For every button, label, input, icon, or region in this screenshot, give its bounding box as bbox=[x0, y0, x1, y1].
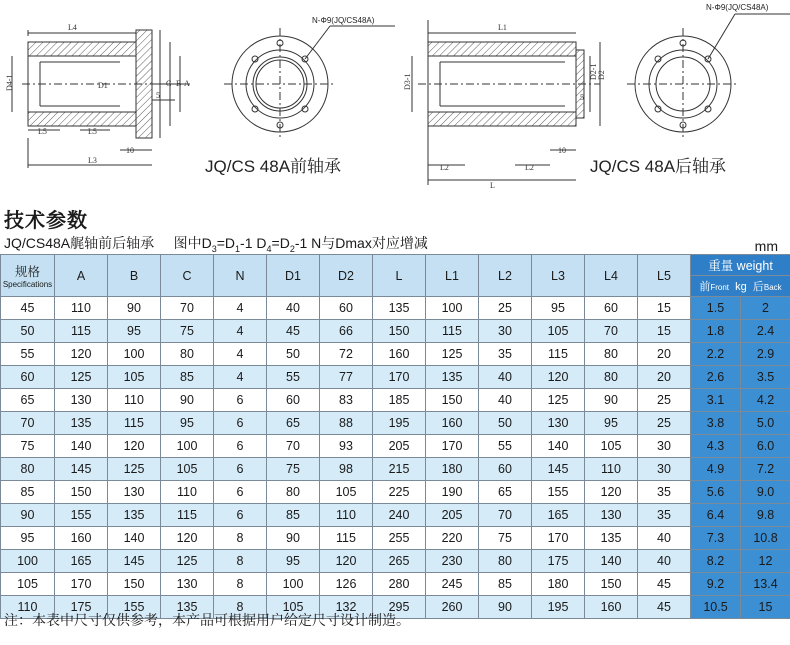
cell-a: 110 bbox=[55, 297, 108, 320]
cell-weight-back: 3.5 bbox=[741, 366, 790, 389]
cell-l2: 40 bbox=[479, 389, 532, 412]
cell-b: 145 bbox=[108, 550, 161, 573]
cell-weight-back: 7.2 bbox=[741, 458, 790, 481]
cell-l5: 45 bbox=[638, 573, 691, 596]
cell-d1: 105 bbox=[267, 596, 320, 619]
cell-b: 115 bbox=[108, 412, 161, 435]
cell-l4: 105 bbox=[585, 435, 638, 458]
cell-l5: 30 bbox=[638, 458, 691, 481]
cell-weight-front: 3.8 bbox=[691, 412, 741, 435]
cell-spec: 105 bbox=[1, 573, 55, 596]
cell-n: 6 bbox=[214, 389, 267, 412]
dim-d2-1: D2-1 bbox=[589, 63, 598, 80]
dim-l5b: L5 bbox=[88, 127, 97, 136]
cell-spec: 95 bbox=[1, 527, 55, 550]
cell-b: 125 bbox=[108, 458, 161, 481]
cell-weight-back: 5.0 bbox=[741, 412, 790, 435]
cell-l1: 180 bbox=[426, 458, 479, 481]
cell-weight-front: 6.4 bbox=[691, 504, 741, 527]
cell-b: 120 bbox=[108, 435, 161, 458]
header-spec bbox=[1, 255, 55, 297]
table-row bbox=[1, 481, 790, 504]
cell-spec: 80 bbox=[1, 458, 55, 481]
header-front-sub: Front bbox=[710, 283, 729, 292]
cell-d2: 83 bbox=[320, 389, 373, 412]
header-d2: D2 bbox=[320, 255, 373, 297]
cell-spec: 75 bbox=[1, 435, 55, 458]
cell-b: 150 bbox=[108, 573, 161, 596]
dim-5-rear: 5 bbox=[580, 93, 584, 102]
cell-l: 135 bbox=[373, 297, 426, 320]
cell-l5: 25 bbox=[638, 412, 691, 435]
cell-a: 140 bbox=[55, 435, 108, 458]
cell-d2: 66 bbox=[320, 320, 373, 343]
cell-weight-front: 8.2 bbox=[691, 550, 741, 573]
rear-bearing-section bbox=[412, 20, 600, 185]
rear-bearing-caption: JQ/CS 48A后轴承 bbox=[590, 157, 727, 176]
cell-l5: 30 bbox=[638, 435, 691, 458]
cell-a: 130 bbox=[55, 389, 108, 412]
header-b: B bbox=[108, 255, 161, 297]
cell-l1: 160 bbox=[426, 412, 479, 435]
cell-b: 90 bbox=[108, 297, 161, 320]
cell-l3: 130 bbox=[532, 412, 585, 435]
cell-weight-front: 2.6 bbox=[691, 366, 741, 389]
cell-l2: 90 bbox=[479, 596, 532, 619]
cell-l1: 100 bbox=[426, 297, 479, 320]
cell-n: 4 bbox=[214, 297, 267, 320]
cell-d1: 45 bbox=[267, 320, 320, 343]
cell-l2: 80 bbox=[479, 550, 532, 573]
subtitle-part5: =D bbox=[271, 235, 290, 251]
cell-l5: 35 bbox=[638, 504, 691, 527]
cell-l4: 95 bbox=[585, 412, 638, 435]
cell-l1: 260 bbox=[426, 596, 479, 619]
cell-weight-back: 2.4 bbox=[741, 320, 790, 343]
cell-c: 130 bbox=[161, 573, 214, 596]
cell-weight-front: 3.1 bbox=[691, 389, 741, 412]
header-l2: L2 bbox=[479, 255, 532, 297]
cell-c: 80 bbox=[161, 343, 214, 366]
cell-spec: 45 bbox=[1, 297, 55, 320]
cell-c: 105 bbox=[161, 458, 214, 481]
header-spec-label: 规格 bbox=[14, 265, 40, 279]
dim-10: 10 bbox=[126, 146, 134, 155]
cell-l3: 165 bbox=[532, 504, 585, 527]
cell-d2: 115 bbox=[320, 527, 373, 550]
cell-c: 120 bbox=[161, 527, 214, 550]
cell-l5: 15 bbox=[638, 320, 691, 343]
cell-c: 125 bbox=[161, 550, 214, 573]
cell-b: 140 bbox=[108, 527, 161, 550]
cell-weight-back: 12 bbox=[741, 550, 790, 573]
cell-a: 125 bbox=[55, 366, 108, 389]
cell-l1: 170 bbox=[426, 435, 479, 458]
cell-d2: 105 bbox=[320, 481, 373, 504]
cell-d2: 88 bbox=[320, 412, 373, 435]
cell-l: 265 bbox=[373, 550, 426, 573]
cell-n: 6 bbox=[214, 435, 267, 458]
cell-c: 75 bbox=[161, 320, 214, 343]
cell-d1: 40 bbox=[267, 297, 320, 320]
cell-l4: 120 bbox=[585, 481, 638, 504]
cell-spec: 50 bbox=[1, 320, 55, 343]
cell-weight-front: 5.6 bbox=[691, 481, 741, 504]
cell-l3: 180 bbox=[532, 573, 585, 596]
dim-l5a: L5 bbox=[38, 127, 47, 136]
cell-l: 225 bbox=[373, 481, 426, 504]
cell-l1: 115 bbox=[426, 320, 479, 343]
table-row bbox=[1, 389, 790, 412]
cell-d1: 60 bbox=[267, 389, 320, 412]
cell-n: 6 bbox=[214, 504, 267, 527]
table-row bbox=[1, 550, 790, 573]
cell-n: 4 bbox=[214, 320, 267, 343]
cell-weight-back: 9.0 bbox=[741, 481, 790, 504]
table-row bbox=[1, 435, 790, 458]
dim-l3: L3 bbox=[88, 156, 97, 165]
cell-b: 135 bbox=[108, 504, 161, 527]
cell-l2: 50 bbox=[479, 412, 532, 435]
cell-weight-front: 9.2 bbox=[691, 573, 741, 596]
cell-weight-back: 6.0 bbox=[741, 435, 790, 458]
cell-b: 95 bbox=[108, 320, 161, 343]
cell-d1: 50 bbox=[267, 343, 320, 366]
cell-weight-back: 4.2 bbox=[741, 389, 790, 412]
header-a: A bbox=[55, 255, 108, 297]
header-kg: kg bbox=[735, 281, 747, 293]
cell-a: 165 bbox=[55, 550, 108, 573]
table-row bbox=[1, 573, 790, 596]
table-row bbox=[1, 504, 790, 527]
cell-a: 135 bbox=[55, 412, 108, 435]
cell-c: 90 bbox=[161, 389, 214, 412]
cell-weight-front: 4.9 bbox=[691, 458, 741, 481]
cell-l: 205 bbox=[373, 435, 426, 458]
cell-a: 160 bbox=[55, 527, 108, 550]
header-l3: L3 bbox=[532, 255, 585, 297]
cell-spec: 85 bbox=[1, 481, 55, 504]
cell-l2: 55 bbox=[479, 435, 532, 458]
cell-c: 85 bbox=[161, 366, 214, 389]
cell-l4: 130 bbox=[585, 504, 638, 527]
cell-l: 170 bbox=[373, 366, 426, 389]
cell-d1: 65 bbox=[267, 412, 320, 435]
table-row bbox=[1, 297, 790, 320]
dim-l2a: L2 bbox=[440, 163, 449, 172]
subtitle-part1: JQ/CS48A艉轴前后轴承 bbox=[4, 235, 155, 251]
header-l5: L5 bbox=[638, 255, 691, 297]
cell-l4: 150 bbox=[585, 573, 638, 596]
cell-l: 160 bbox=[373, 343, 426, 366]
subtitle-sub1: 3 bbox=[211, 243, 217, 254]
cell-a: 120 bbox=[55, 343, 108, 366]
front-flange-view bbox=[224, 26, 395, 140]
cell-c: 115 bbox=[161, 504, 214, 527]
cell-n: 4 bbox=[214, 366, 267, 389]
cell-c: 110 bbox=[161, 481, 214, 504]
header-l: L bbox=[373, 255, 426, 297]
cell-n: 8 bbox=[214, 573, 267, 596]
front-bearing-caption: JQ/CS 48A前轴承 bbox=[205, 157, 342, 176]
header-weight-sub bbox=[691, 276, 790, 297]
header-spec-sub: Specifications bbox=[2, 280, 53, 289]
cell-d1: 100 bbox=[267, 573, 320, 596]
dim-l2b: L2 bbox=[525, 163, 534, 172]
cell-c: 135 bbox=[161, 596, 214, 619]
cell-weight-front: 1.5 bbox=[691, 297, 741, 320]
cell-weight-front: 4.3 bbox=[691, 435, 741, 458]
cell-spec: 100 bbox=[1, 550, 55, 573]
footnote: 注：本表中尺寸仅供参考，本产品可根据用户给定尺寸设计制造。 bbox=[4, 612, 410, 628]
cell-l3: 155 bbox=[532, 481, 585, 504]
table-row bbox=[1, 458, 790, 481]
cell-spec: 90 bbox=[1, 504, 55, 527]
cell-b: 155 bbox=[108, 596, 161, 619]
spec-table bbox=[0, 254, 790, 619]
cell-l2: 85 bbox=[479, 573, 532, 596]
cell-l2: 75 bbox=[479, 527, 532, 550]
cell-a: 155 bbox=[55, 504, 108, 527]
cell-c: 95 bbox=[161, 412, 214, 435]
cell-d1: 70 bbox=[267, 435, 320, 458]
cell-l3: 120 bbox=[532, 366, 585, 389]
cell-l: 195 bbox=[373, 412, 426, 435]
cell-d2: 93 bbox=[320, 435, 373, 458]
cell-a: 170 bbox=[55, 573, 108, 596]
dim-d3: D3-1 bbox=[403, 73, 412, 90]
cell-l: 215 bbox=[373, 458, 426, 481]
rear-hole-note: N-Φ9(JQ/CS48A) bbox=[706, 3, 769, 12]
dim-d4: D4-1 bbox=[5, 74, 14, 91]
cell-l4: 80 bbox=[585, 366, 638, 389]
cell-l2: 70 bbox=[479, 504, 532, 527]
cell-l: 185 bbox=[373, 389, 426, 412]
header-l1: L1 bbox=[426, 255, 479, 297]
cell-d2: 72 bbox=[320, 343, 373, 366]
cell-l4: 70 bbox=[585, 320, 638, 343]
dim-l: L bbox=[490, 181, 495, 190]
cell-weight-back: 2.9 bbox=[741, 343, 790, 366]
cell-n: 8 bbox=[214, 527, 267, 550]
cell-d2: 120 bbox=[320, 550, 373, 573]
cell-n: 8 bbox=[214, 550, 267, 573]
cell-l: 150 bbox=[373, 320, 426, 343]
cell-b: 130 bbox=[108, 481, 161, 504]
cell-l: 255 bbox=[373, 527, 426, 550]
cell-l5: 40 bbox=[638, 527, 691, 550]
cell-spec: 65 bbox=[1, 389, 55, 412]
cell-a: 145 bbox=[55, 458, 108, 481]
cell-spec: 55 bbox=[1, 343, 55, 366]
rear-flange-view bbox=[627, 14, 790, 140]
header-back: 后 bbox=[752, 281, 764, 293]
cell-d1: 95 bbox=[267, 550, 320, 573]
cell-d1: 90 bbox=[267, 527, 320, 550]
cell-l1: 125 bbox=[426, 343, 479, 366]
cell-l5: 15 bbox=[638, 297, 691, 320]
cell-weight-front: 1.8 bbox=[691, 320, 741, 343]
cell-spec: 110 bbox=[1, 596, 55, 619]
cell-l3: 125 bbox=[532, 389, 585, 412]
dim-l1: L1 bbox=[498, 23, 507, 32]
cell-l3: 170 bbox=[532, 527, 585, 550]
cell-weight-front: 2.2 bbox=[691, 343, 741, 366]
cell-l3: 140 bbox=[532, 435, 585, 458]
header-weight: 重量 weight bbox=[691, 255, 790, 276]
header-d1: D1 bbox=[267, 255, 320, 297]
table-row bbox=[1, 320, 790, 343]
cell-weight-back: 15 bbox=[741, 596, 790, 619]
subtitle bbox=[4, 233, 428, 254]
dim-l4: L4 bbox=[68, 23, 77, 32]
table-row bbox=[1, 527, 790, 550]
cell-l4: 160 bbox=[585, 596, 638, 619]
cell-l2: 25 bbox=[479, 297, 532, 320]
cell-c: 100 bbox=[161, 435, 214, 458]
cell-l2: 40 bbox=[479, 366, 532, 389]
cell-d1: 55 bbox=[267, 366, 320, 389]
cell-l4: 135 bbox=[585, 527, 638, 550]
cell-d1: 75 bbox=[267, 458, 320, 481]
cell-n: 6 bbox=[214, 412, 267, 435]
dim-d1: D1 bbox=[98, 81, 108, 90]
section-title: 技术参数 bbox=[4, 210, 88, 232]
cell-n: 6 bbox=[214, 458, 267, 481]
cell-l5: 20 bbox=[638, 343, 691, 366]
cell-weight-back: 2 bbox=[741, 297, 790, 320]
cell-l1: 230 bbox=[426, 550, 479, 573]
unit-label: mm bbox=[754, 238, 778, 254]
cell-d1: 80 bbox=[267, 481, 320, 504]
cell-l4: 110 bbox=[585, 458, 638, 481]
cell-l1: 135 bbox=[426, 366, 479, 389]
cell-l3: 95 bbox=[532, 297, 585, 320]
cell-l4: 80 bbox=[585, 343, 638, 366]
cell-n: 6 bbox=[214, 481, 267, 504]
cell-b: 100 bbox=[108, 343, 161, 366]
header-l4: L4 bbox=[585, 255, 638, 297]
dim-a: A bbox=[184, 79, 190, 88]
subtitle-sub4: 2 bbox=[289, 243, 295, 254]
cell-d2: 77 bbox=[320, 366, 373, 389]
cell-a: 175 bbox=[55, 596, 108, 619]
cell-a: 115 bbox=[55, 320, 108, 343]
dim-c: C bbox=[166, 79, 172, 88]
cell-l4: 90 bbox=[585, 389, 638, 412]
cell-d2: 110 bbox=[320, 504, 373, 527]
cell-l1: 245 bbox=[426, 573, 479, 596]
cell-l: 295 bbox=[373, 596, 426, 619]
cell-l5: 35 bbox=[638, 481, 691, 504]
cell-l3: 195 bbox=[532, 596, 585, 619]
dim-b: B bbox=[176, 79, 182, 88]
cell-l3: 145 bbox=[532, 458, 585, 481]
subtitle-part2: 图中D bbox=[173, 235, 212, 251]
cell-d2: 126 bbox=[320, 573, 373, 596]
subtitle-part6: -1 N与Dmax对应增减 bbox=[294, 235, 428, 251]
dim-d2: D2 bbox=[597, 70, 606, 80]
cell-weight-back: 13.4 bbox=[741, 573, 790, 596]
cell-l3: 115 bbox=[532, 343, 585, 366]
cell-n: 8 bbox=[214, 596, 267, 619]
cell-spec: 60 bbox=[1, 366, 55, 389]
cell-a: 150 bbox=[55, 481, 108, 504]
cell-l5: 40 bbox=[638, 550, 691, 573]
cell-l5: 20 bbox=[638, 366, 691, 389]
cell-l3: 105 bbox=[532, 320, 585, 343]
cell-l2: 65 bbox=[479, 481, 532, 504]
cell-l4: 60 bbox=[585, 297, 638, 320]
cell-l4: 140 bbox=[585, 550, 638, 573]
cell-n: 4 bbox=[214, 343, 267, 366]
cell-l: 280 bbox=[373, 573, 426, 596]
cell-l1: 190 bbox=[426, 481, 479, 504]
cell-b: 110 bbox=[108, 389, 161, 412]
dim-5: 5 bbox=[156, 91, 160, 100]
cell-l2: 60 bbox=[479, 458, 532, 481]
cell-l5: 25 bbox=[638, 389, 691, 412]
cell-l1: 220 bbox=[426, 527, 479, 550]
cell-l1: 150 bbox=[426, 389, 479, 412]
table-row bbox=[1, 343, 790, 366]
cell-d2: 132 bbox=[320, 596, 373, 619]
subtitle-part3: =D bbox=[216, 235, 236, 251]
cell-b: 105 bbox=[108, 366, 161, 389]
cell-weight-front: 7.3 bbox=[691, 527, 741, 550]
dim-10-rear: 10 bbox=[558, 146, 566, 155]
cell-weight-back: 9.8 bbox=[741, 504, 790, 527]
cell-spec: 70 bbox=[1, 412, 55, 435]
header-c: C bbox=[161, 255, 214, 297]
header-back-sub: Back bbox=[763, 283, 782, 292]
header-n: N bbox=[214, 255, 267, 297]
subtitle-part4: -1 D bbox=[240, 235, 267, 251]
cell-l2: 30 bbox=[479, 320, 532, 343]
cell-c: 70 bbox=[161, 297, 214, 320]
header-front: 前 bbox=[699, 281, 711, 293]
table-row bbox=[1, 366, 790, 389]
cell-weight-back: 10.8 bbox=[741, 527, 790, 550]
cell-d1: 85 bbox=[267, 504, 320, 527]
subtitle-sub3: 4 bbox=[266, 243, 272, 254]
cell-l2: 35 bbox=[479, 343, 532, 366]
front-bearing-section bbox=[12, 30, 190, 168]
cell-l: 240 bbox=[373, 504, 426, 527]
cell-d2: 60 bbox=[320, 297, 373, 320]
cell-weight-front: 10.5 bbox=[691, 596, 741, 619]
cell-l5: 45 bbox=[638, 596, 691, 619]
cell-l1: 205 bbox=[426, 504, 479, 527]
cell-l3: 175 bbox=[532, 550, 585, 573]
spec-table-body bbox=[1, 297, 790, 619]
table-row bbox=[1, 412, 790, 435]
cell-d2: 98 bbox=[320, 458, 373, 481]
subtitle-sub2: 1 bbox=[235, 243, 241, 254]
front-hole-note: N-Φ9(JQ/CS48A) bbox=[312, 16, 375, 25]
